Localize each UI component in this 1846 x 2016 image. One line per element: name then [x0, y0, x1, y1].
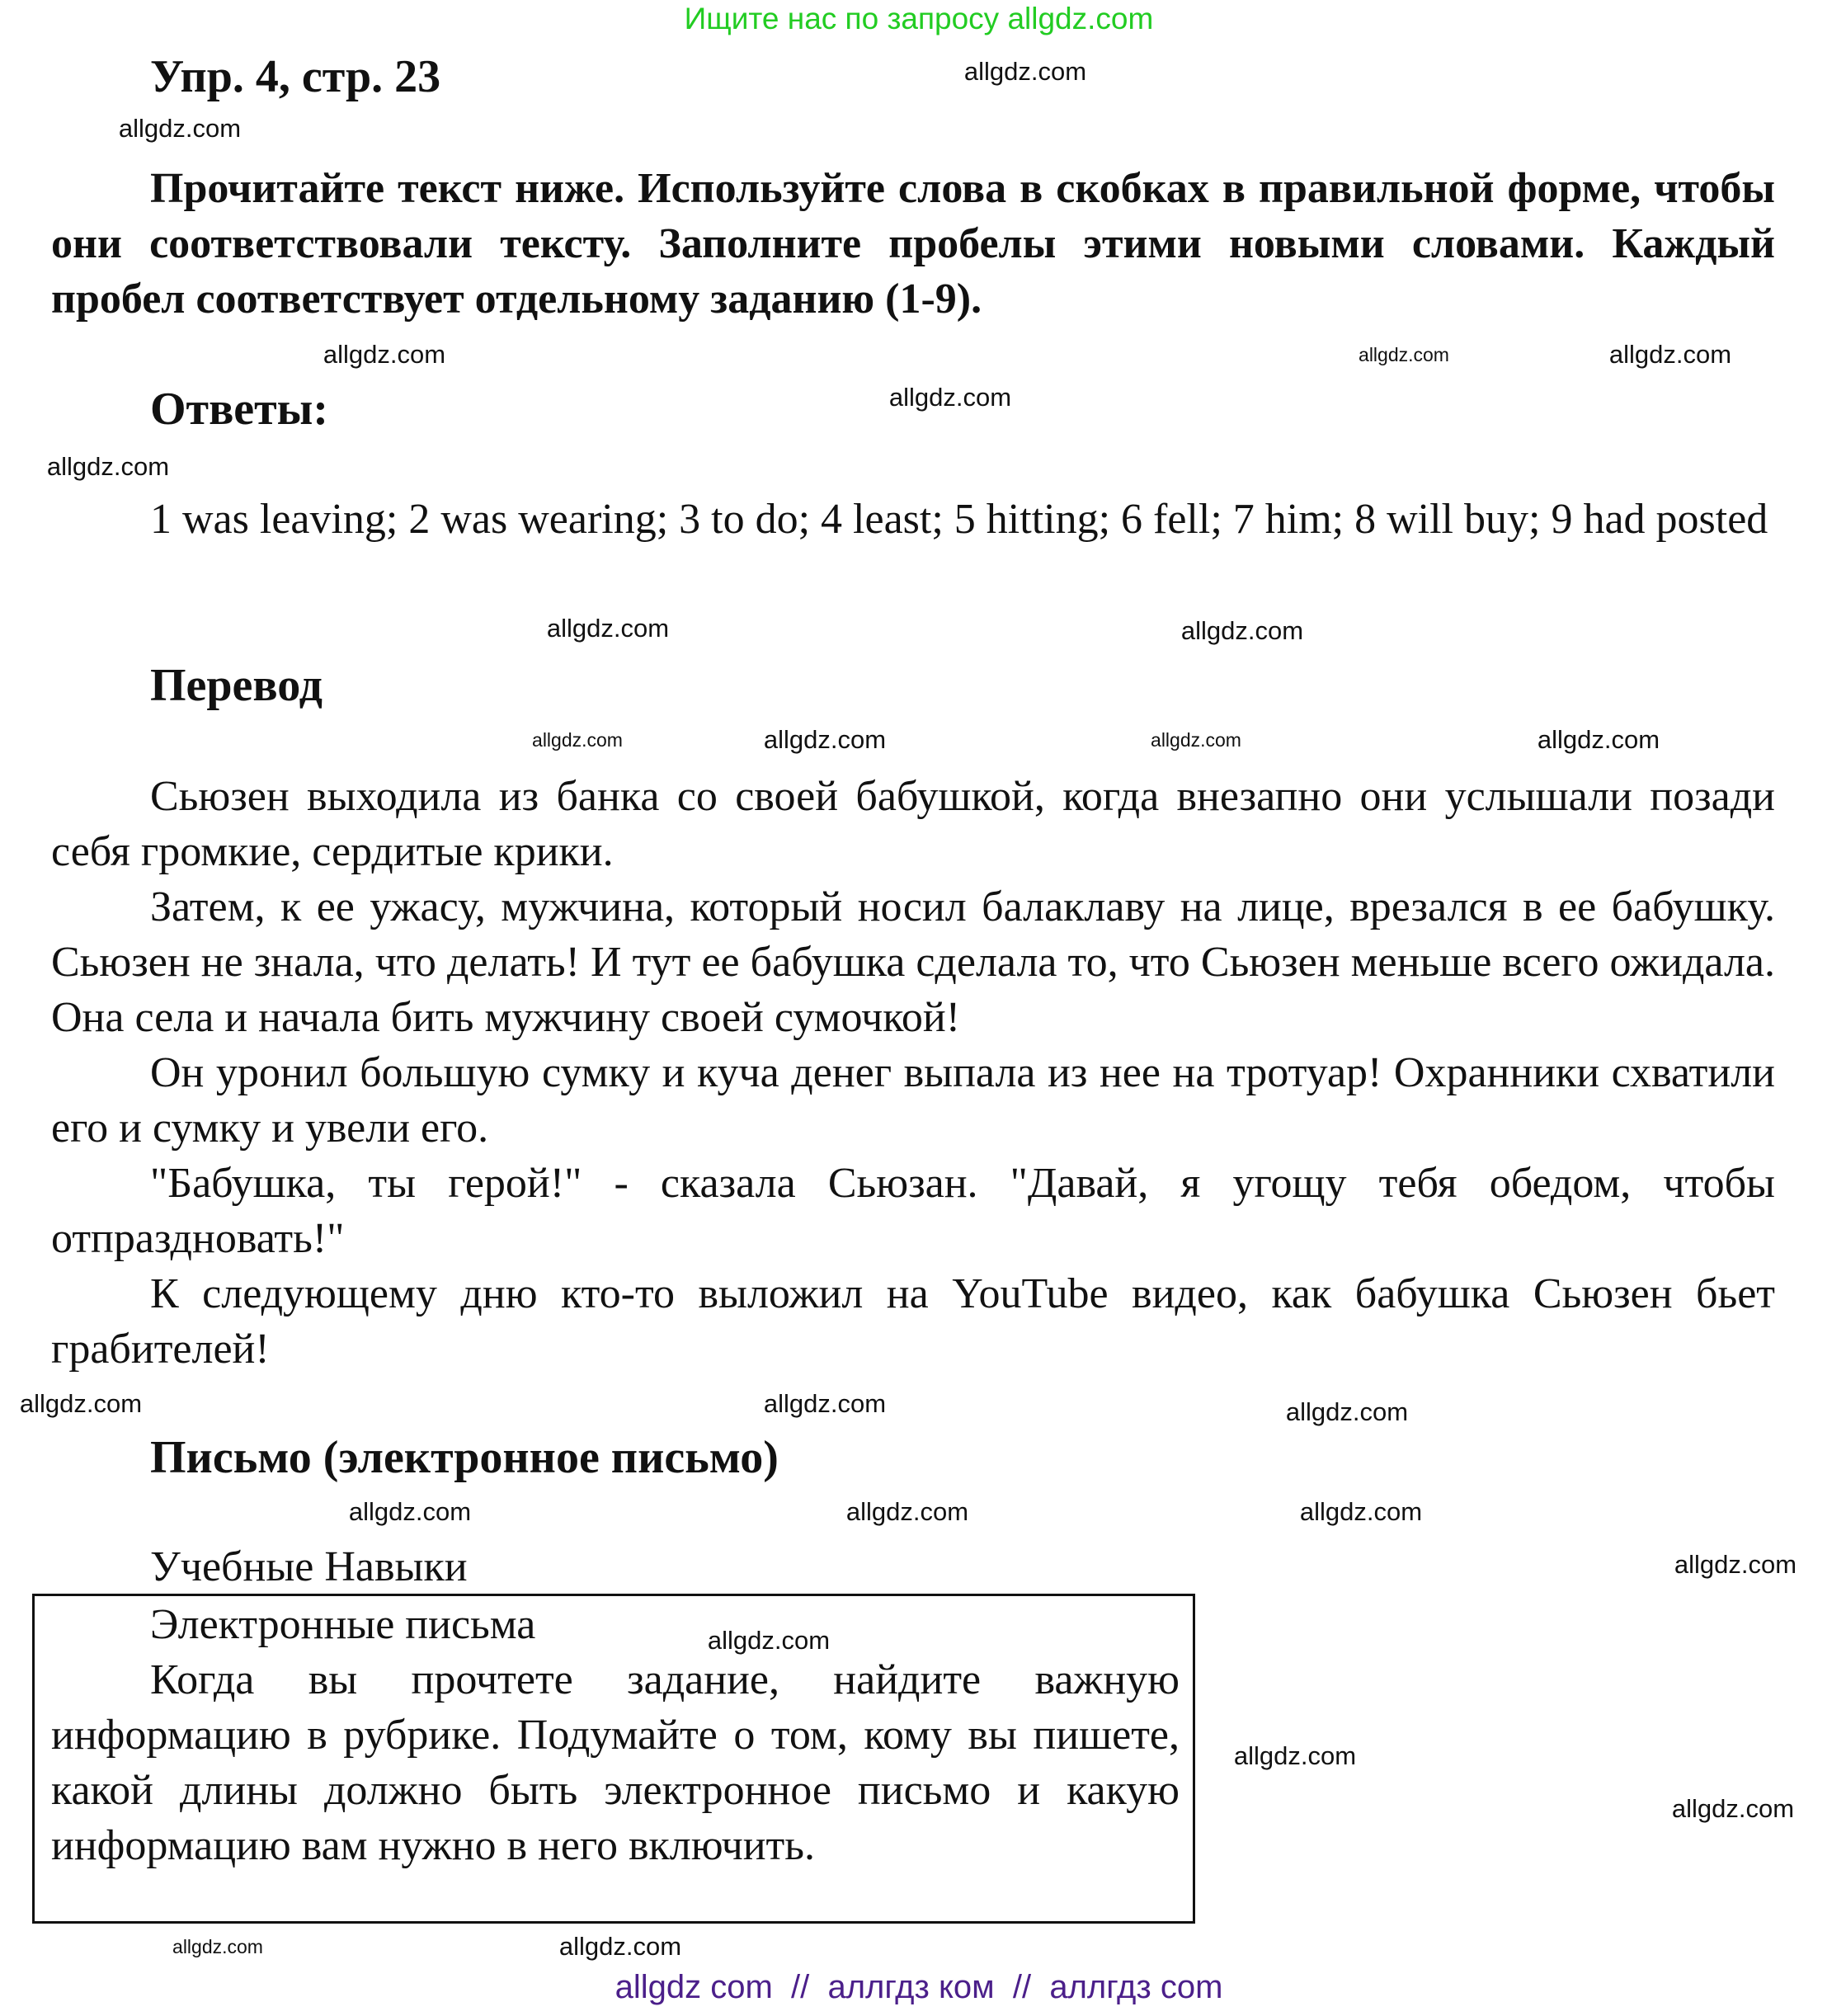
watermark: allgdz.com	[1285, 1397, 1409, 1426]
watermark: allgdz.com	[763, 1389, 887, 1418]
watermark: allgdz.com	[1359, 344, 1449, 365]
watermark: allgdz.com	[845, 1497, 969, 1526]
watermark: allgdz.com	[46, 452, 170, 481]
watermark: allgdz.com	[963, 57, 1087, 86]
instructions: Прочитайте текст ниже. Используйте слова в скобках в правильной форме, чтобы они соответствовали тексту. Заполните пробелы этими новыми словами. Каждый пробел соответствует отдельному заданию (1-9).	[51, 165, 1775, 323]
watermark: allgdz.com	[1180, 616, 1304, 645]
watermark: allgdz.com	[323, 340, 446, 369]
translation-text	[51, 769, 1775, 1377]
watermark: allgdz.com	[763, 725, 887, 754]
watermark: allgdz.com	[707, 1626, 831, 1655]
translation-paragraph: Затем, к ее ужасу, мужчина, который носил балаклаву на лице, врезался в ее бабушку. Сьюзен не знала, что делать! И тут ее бабушка сделала то, что Сьюзен меньше всего ожидала. Она села и начала бить мужчину своей сумочкой!	[51, 883, 1775, 1041]
watermark: allgdz.com	[19, 1389, 143, 1418]
translation-paragraph: "Бабушка, ты герой!" - сказала Сьюзан. "Давай, я угощу тебя обедом, чтобы отпраздновать!"	[51, 1160, 1775, 1262]
watermark: allgdz.com	[888, 383, 1012, 412]
watermark: allgdz.com	[1299, 1497, 1423, 1526]
translation-heading: Перевод	[150, 660, 323, 711]
translation-paragraph: К следующему дню кто-то выложил на YouTube видео, как бабушка Сьюзен бьет грабителей!	[51, 1270, 1775, 1373]
exercise-title: Упр. 4, стр. 23	[150, 51, 441, 102]
letter-heading: Письмо (электронное письмо)	[150, 1432, 779, 1483]
tip-box-text: Когда вы прочтете задание, найдите важную информацию в рубрике. Подумайте о том, кому вы пишете, какой длины должно быть электронное письмо и какую информацию вам нужно в него включить.	[51, 1656, 1180, 1869]
watermark: allgdz.com	[1608, 340, 1732, 369]
watermark: allgdz.com	[558, 1932, 682, 1961]
watermark: allgdz.com	[118, 114, 242, 143]
search-banner: Ищите нас по запросу allgdz.com	[684, 2, 1154, 35]
translation-paragraph: Сьюзен выходила из банка со своей бабушкой, когда внезапно они услышали позади себя громкие, сердитые крики.	[51, 773, 1775, 875]
footer-links: allgdz com // аллгдз ком // аллгдз com	[615, 1969, 1223, 2005]
watermark: allgdz.com	[546, 614, 670, 643]
skills-heading: Учебные Навыки	[150, 1543, 468, 1590]
translation-paragraph: Он уронил большую сумку и куча денег выпала из нее на тротуар! Охранники схватили его и сумку и увели его.	[51, 1049, 1775, 1152]
watermark: allgdz.com	[348, 1497, 472, 1526]
watermark: allgdz.com	[1671, 1794, 1795, 1823]
watermark: allgdz.com	[1537, 725, 1660, 754]
watermark: allgdz.com	[532, 729, 623, 751]
answers-heading: Ответы:	[150, 384, 329, 435]
watermark: allgdz.com	[172, 1936, 263, 1957]
watermark: allgdz.com	[1233, 1741, 1357, 1770]
tip-box-title: Электронные письма	[150, 1601, 536, 1648]
watermark: allgdz.com	[1151, 729, 1241, 751]
answers-text: 1 was leaving; 2 was wearing; 3 to do; 4 least; 5 hitting; 6 fell; 7 him; 8 will buy; 9 had posted	[150, 496, 1768, 543]
watermark: allgdz.com	[1674, 1550, 1797, 1579]
